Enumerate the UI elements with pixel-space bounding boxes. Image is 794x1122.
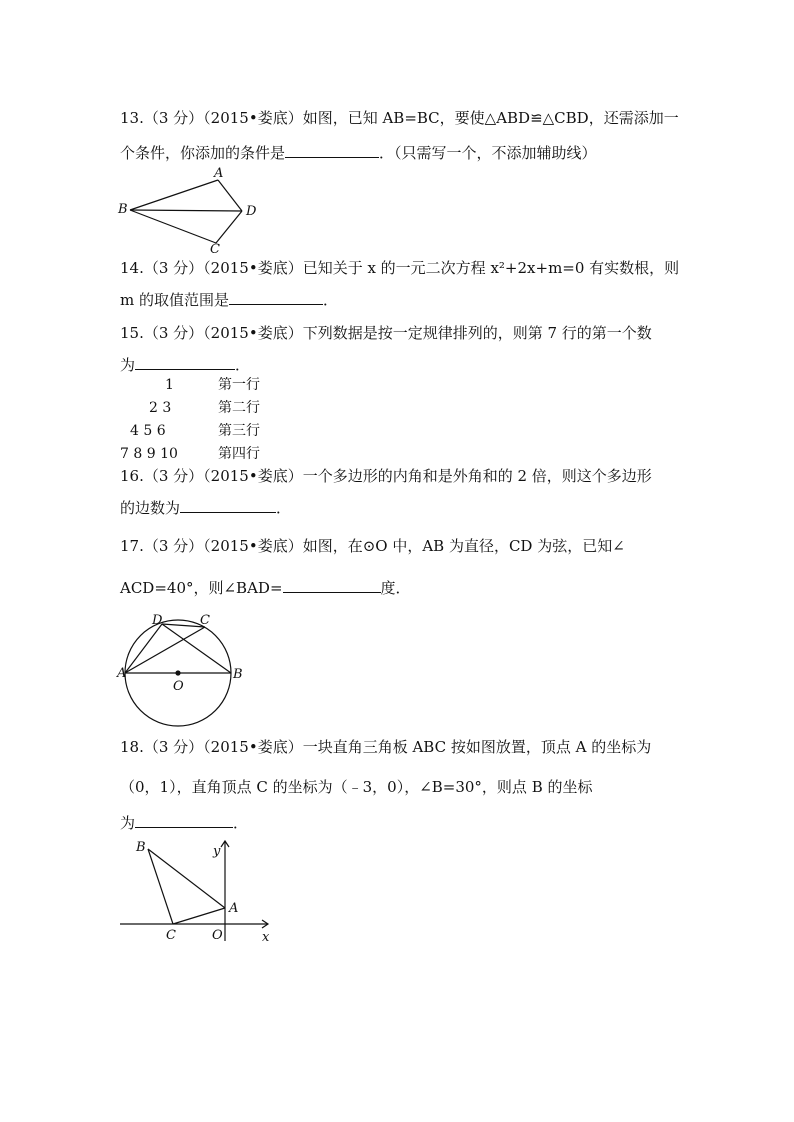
q18-answer-blank[interactable] <box>135 813 233 828</box>
q13-label-b: B <box>118 202 128 217</box>
q13-line2 <box>120 143 597 163</box>
q15-row1-nums: 1 <box>165 377 174 393</box>
q18-label-c: C <box>166 928 176 943</box>
q18-line2: （0，1），直角顶点 C 的坐标为（﹣3，0），∠B=30°，则点 B 的坐标 <box>120 778 593 796</box>
q17-line2-text: ACD=40°，则∠BAD= <box>120 579 283 597</box>
q17-answer-blank[interactable] <box>283 578 381 593</box>
q16-line2 <box>120 498 291 518</box>
q13-answer-blank[interactable] <box>285 143 379 158</box>
q18-label-o: O <box>212 928 223 943</box>
q17-label-b: B <box>233 667 243 682</box>
q18-label-b: B <box>136 840 146 855</box>
q17-label-a: A <box>117 666 127 681</box>
q18-label-a: A <box>229 901 239 916</box>
q17-line2-tail: 度． <box>380 579 411 597</box>
q17-label-o: O <box>173 679 184 694</box>
q14-answer-blank[interactable] <box>229 290 323 305</box>
q15-row3-label: 第三行 <box>218 423 260 439</box>
q17-figure <box>116 606 250 742</box>
q18-line1: 18.（3 分）（2015•娄底）一块直角三角板 ABC 按如图放置，顶点 A 的坐标为 <box>120 738 652 756</box>
q15-row4-nums: 7 8 9 10 <box>120 446 178 462</box>
q16-line1: 16.（3 分）（2015•娄底）一个多边形的内角和是外角和的 2 倍，则这个多边形 <box>120 467 652 485</box>
q14-line2-text: m 的取值范围是 <box>120 291 229 309</box>
q13-line1: 13.（3 分）（2015•娄底）如图，已知 AB=BC，要使△ABD≌△CBD，还需添加一 <box>120 109 679 127</box>
q18-label-y: y <box>213 844 221 859</box>
q16-line2-text: 的边数为 <box>120 499 181 517</box>
q15-row1-label: 第一行 <box>218 377 260 393</box>
q18-label-x: x <box>262 930 270 945</box>
q18-line3-tail: ． <box>233 814 249 832</box>
q15-row3-nums: 4 5 6 <box>130 423 166 439</box>
q14-line2 <box>120 290 338 310</box>
q15-line2-text: 为 <box>120 356 136 374</box>
q13-line2-tail: ．（只需写一个，不添加辅助线） <box>379 144 597 162</box>
q16-answer-blank[interactable] <box>180 498 276 513</box>
q18-line3-text: 为 <box>120 814 136 832</box>
q16-line2-tail: ． <box>276 499 292 517</box>
q17-line2 <box>120 578 411 598</box>
q17-label-d: D <box>152 613 163 628</box>
q13-label-a: A <box>214 166 224 181</box>
q15-line1: 15.（3 分）（2015•娄底）下列数据是按一定规律排列的，则第 7 行的第一个数 <box>120 324 652 342</box>
q15-row2-label: 第二行 <box>218 400 260 416</box>
q15-line2 <box>120 355 250 375</box>
q15-row2-nums: 2 3 <box>149 400 172 416</box>
q17-line1: 17.（3 分）（2015•娄底）如图，在⊙O 中，AB 为直径，CD 为弦，已知∠ <box>120 537 625 555</box>
q15-row4-label: 第四行 <box>218 446 260 462</box>
q17-label-c: C <box>200 613 210 628</box>
q14-line1: 14.（3 分）（2015•娄底）已知关于 x 的一元二次方程 x²+2x+m=0 有实数根，则 <box>120 259 680 277</box>
q13-label-d: D <box>246 204 257 219</box>
q18-figure <box>116 835 280 945</box>
q13-figure <box>112 165 272 255</box>
q13-label-c: C <box>210 242 220 255</box>
q15-answer-blank[interactable] <box>135 355 235 370</box>
q15-line2-tail: ． <box>235 356 251 374</box>
q13-line2-text: 个条件，你添加的条件是 <box>120 144 286 162</box>
q14-line2-tail: ． <box>323 291 339 309</box>
q18-line3 <box>120 813 248 833</box>
